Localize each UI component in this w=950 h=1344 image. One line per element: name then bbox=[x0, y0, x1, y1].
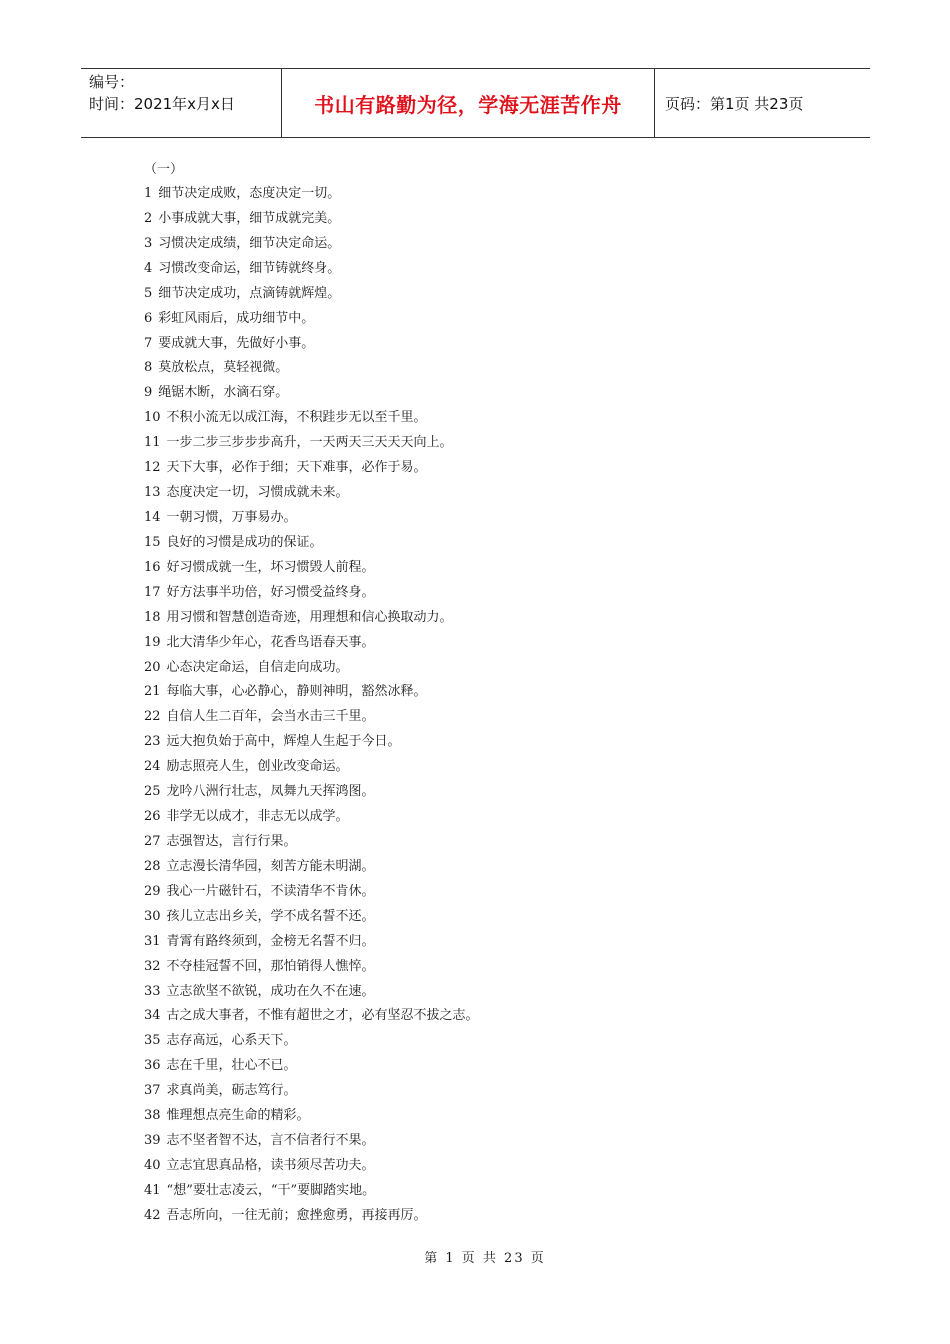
list-item-text: 态度决定一切，习惯成就未来。 bbox=[166, 485, 349, 501]
list-item-number: 39 bbox=[144, 1133, 161, 1149]
list-item-number: 35 bbox=[144, 1033, 161, 1049]
list-item-number: 29 bbox=[144, 883, 161, 899]
list-item-text: 龙吟八洲行壮志，凤舞九天挥鸿图。 bbox=[166, 784, 375, 800]
list-item bbox=[144, 356, 844, 381]
list-item-text: 每临大事，心必静心，静则神明，豁然冰释。 bbox=[166, 684, 427, 700]
list-item bbox=[144, 581, 844, 606]
list-item bbox=[144, 905, 844, 930]
list-item bbox=[144, 705, 844, 730]
list-item bbox=[144, 1054, 844, 1079]
list-item-text: 细节决定成功，点滴铸就辉煌。 bbox=[158, 285, 341, 301]
list-item-text: 彩虹风雨后，成功细节中。 bbox=[158, 310, 315, 326]
list-item bbox=[144, 631, 844, 656]
list-item-text: 立志漫长清华园，刻苦方能未明湖。 bbox=[166, 858, 375, 874]
list-item bbox=[144, 182, 844, 207]
list-item-text: 习惯改变命运，细节铸就终身。 bbox=[158, 260, 341, 276]
document-header bbox=[81, 68, 870, 138]
page-footer: 第 1 页 共 23 页 bbox=[424, 1251, 546, 1266]
list-item-text: “想”要壮志凌云，“干”要脚踏实地。 bbox=[166, 1182, 376, 1198]
list-item bbox=[144, 207, 844, 232]
list-item-text: 惟理想点亮生命的精彩。 bbox=[166, 1108, 310, 1124]
list-item-text: 远大抱负始于高中，辉煌人生起于今日。 bbox=[166, 734, 401, 750]
list-item bbox=[144, 531, 844, 556]
list-item bbox=[144, 830, 844, 855]
list-item bbox=[144, 680, 844, 705]
list-item-text: 自信人生二百年，会当水击三千里。 bbox=[166, 709, 375, 725]
list-item bbox=[144, 431, 844, 456]
list-item bbox=[144, 955, 844, 980]
list-item bbox=[144, 307, 844, 332]
list-item-number: 1 bbox=[144, 186, 153, 201]
list-item bbox=[144, 755, 844, 780]
list-item-text: 绳锯木断，水滴石穿。 bbox=[158, 385, 289, 401]
list-item-number: 20 bbox=[144, 659, 161, 675]
list-item-number: 26 bbox=[144, 809, 161, 825]
list-item-number: 18 bbox=[144, 609, 161, 625]
list-item bbox=[144, 1079, 844, 1104]
header-meta-cell bbox=[81, 69, 282, 137]
list-item-number: 10 bbox=[144, 410, 161, 426]
list-item-text: 我心一片磁针石，不读清华不肯休。 bbox=[166, 883, 375, 899]
list-item-number: 34 bbox=[144, 1008, 161, 1024]
list-item bbox=[144, 1104, 844, 1129]
list-item-number: 32 bbox=[144, 958, 161, 974]
list-item bbox=[144, 481, 844, 506]
list-item-text: 志强智达，言行行果。 bbox=[166, 833, 297, 849]
list-item-number: 14 bbox=[144, 509, 161, 525]
list-item-text: 立志宜思真品格，读书须尽苦功夫。 bbox=[166, 1157, 375, 1173]
list-item-number: 33 bbox=[144, 983, 161, 999]
quote-list bbox=[144, 182, 844, 1229]
list-item-text: 青霄有路终须到，金榜无名誓不归。 bbox=[166, 933, 375, 949]
list-item-text: 求真尚美，砺志笃行。 bbox=[166, 1083, 297, 1099]
list-item-number: 37 bbox=[144, 1083, 161, 1099]
list-item bbox=[144, 556, 844, 581]
list-item-number: 6 bbox=[144, 310, 153, 326]
list-item-number: 23 bbox=[144, 734, 161, 750]
list-item bbox=[144, 930, 844, 955]
list-item-number: 24 bbox=[144, 759, 161, 775]
document-body bbox=[144, 157, 844, 1229]
list-item-number: 21 bbox=[144, 684, 161, 700]
list-item bbox=[144, 855, 844, 880]
list-item-text: 北大清华少年心，花香鸟语春天事。 bbox=[166, 634, 375, 650]
list-item-number: 36 bbox=[144, 1058, 161, 1074]
list-item-text: 古之成大事者，不惟有超世之才，必有坚忍不拔之志。 bbox=[166, 1008, 479, 1024]
list-item-text: 用习惯和智慧创造奇迹，用理想和信心换取动力。 bbox=[166, 609, 453, 625]
list-item-number: 17 bbox=[144, 584, 161, 600]
list-item-number: 15 bbox=[144, 534, 161, 550]
header-motto: 书山有路勤为径，学海无涯苦作舟 bbox=[282, 69, 655, 137]
list-item bbox=[144, 257, 844, 282]
list-item bbox=[144, 780, 844, 805]
list-item-number: 28 bbox=[144, 858, 161, 874]
list-item bbox=[144, 406, 844, 431]
list-item-number: 12 bbox=[144, 460, 161, 476]
document-number-label: 编号： bbox=[89, 73, 135, 91]
list-item-number: 5 bbox=[144, 285, 153, 301]
list-item bbox=[144, 606, 844, 631]
list-item bbox=[144, 980, 844, 1005]
list-item-text: 志不坚者智不达，言不信者行不果。 bbox=[166, 1133, 375, 1149]
list-item-number: 4 bbox=[144, 260, 153, 276]
list-item-text: 良好的习惯是成功的保证。 bbox=[166, 534, 323, 550]
list-item-text: 习惯决定成绩，细节决定命运。 bbox=[158, 235, 341, 251]
list-item-text: 一朝习惯，万事易办。 bbox=[166, 509, 297, 525]
list-item-text: 心态决定命运，自信走向成功。 bbox=[166, 659, 349, 675]
list-item-text: 立志欲坚不欲锐，成功在久不在速。 bbox=[166, 983, 375, 999]
list-item bbox=[144, 282, 844, 307]
list-item bbox=[144, 381, 844, 406]
list-item-number: 42 bbox=[144, 1207, 161, 1223]
list-item bbox=[144, 1204, 844, 1229]
list-item bbox=[144, 880, 844, 905]
list-item-number: 38 bbox=[144, 1108, 161, 1124]
list-item-number: 16 bbox=[144, 559, 161, 575]
list-item-text: 莫放松点，莫轻视微。 bbox=[158, 360, 289, 376]
list-item-text: 不积小流无以成江海，不积跬步无以至千里。 bbox=[166, 410, 427, 426]
list-item-text: 细节决定成败，态度决定一切。 bbox=[158, 186, 341, 201]
header-page-info: 页码：第1页 共23页 bbox=[665, 94, 804, 113]
list-item bbox=[144, 232, 844, 257]
list-item bbox=[144, 332, 844, 357]
list-item bbox=[144, 456, 844, 481]
list-item-number: 40 bbox=[144, 1157, 161, 1173]
list-item-number: 31 bbox=[144, 933, 161, 949]
list-item bbox=[144, 1129, 844, 1154]
list-item-number: 13 bbox=[144, 485, 161, 501]
list-item-text: 天下大事，必作于细；天下难事，必作于易。 bbox=[166, 460, 427, 476]
list-item-text: 小事成就大事，细节成就完美。 bbox=[158, 210, 341, 226]
list-item-text: 孩儿立志出乡关，学不成名誓不还。 bbox=[166, 908, 375, 924]
list-item-number: 27 bbox=[144, 833, 161, 849]
list-item-text: 吾志所向，一往无前；愈挫愈勇，再接再厉。 bbox=[166, 1207, 427, 1223]
list-item-number: 22 bbox=[144, 709, 161, 725]
list-item-text: 志在千里，壮心不已。 bbox=[166, 1058, 297, 1074]
list-item-number: 11 bbox=[144, 435, 161, 451]
list-item bbox=[144, 730, 844, 755]
list-item-number: 9 bbox=[144, 385, 153, 401]
list-item-number: 8 bbox=[144, 360, 153, 376]
list-item-number: 19 bbox=[144, 634, 161, 650]
list-item-text: 非学无以成才，非志无以成学。 bbox=[166, 809, 349, 825]
list-item-number: 7 bbox=[144, 335, 153, 351]
list-item-text: 励志照亮人生，创业改变命运。 bbox=[166, 759, 349, 775]
list-item bbox=[144, 1154, 844, 1179]
list-item bbox=[144, 506, 844, 531]
list-item-text: 志存高远，心系天下。 bbox=[166, 1033, 297, 1049]
list-item-number: 30 bbox=[144, 908, 161, 924]
list-item-number: 25 bbox=[144, 784, 161, 800]
list-item bbox=[144, 1029, 844, 1054]
list-item-text: 好方法事半功倍，好习惯受益终身。 bbox=[166, 584, 375, 600]
list-item-text: 一步二步三步步步高升，一天两天三天天天向上。 bbox=[166, 435, 453, 451]
document-date: 时间：2021年x月x日 bbox=[89, 95, 235, 113]
list-item-number: 41 bbox=[144, 1182, 161, 1198]
list-item-number: 2 bbox=[144, 210, 153, 226]
section-title: （一） bbox=[144, 162, 184, 177]
list-item bbox=[144, 656, 844, 681]
list-item bbox=[144, 805, 844, 830]
list-item-text: 好习惯成就一生，坏习惯毁人前程。 bbox=[166, 559, 375, 575]
list-item bbox=[144, 1004, 844, 1029]
list-item-text: 要成就大事，先做好小事。 bbox=[158, 335, 315, 351]
list-item-text: 不夺桂冠誓不回，那怕销得人憔悴。 bbox=[166, 958, 375, 974]
list-item-number: 3 bbox=[144, 235, 153, 251]
list-item bbox=[144, 1179, 844, 1204]
